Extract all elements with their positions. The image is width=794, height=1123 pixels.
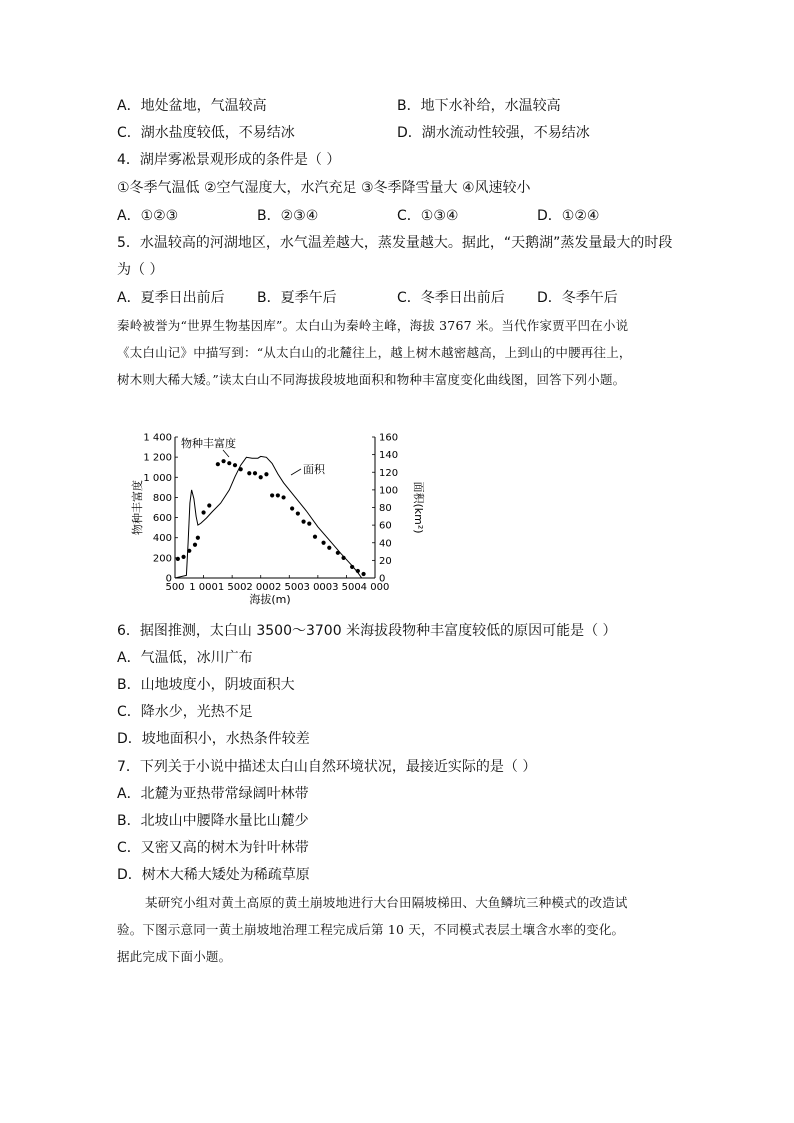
q3-option-b: B．地下水补给，水温较高 (397, 98, 561, 114)
q7-option-d: D．树木大稀大矮处为稀疏草原 (117, 867, 310, 883)
species-richness-point (239, 467, 243, 471)
species-richness-point (341, 556, 345, 560)
x-tick-label: 500 (165, 582, 185, 593)
species-richness-point (281, 495, 285, 499)
x-tick-label: 2 000 (246, 582, 276, 593)
x-tick-label: 2 500 (274, 582, 304, 593)
species-richness-point (227, 461, 231, 465)
q5-stem-line1: 5．水温较高的河湖地区，水气温差越大，蒸发量越大。据此，“天鹅湖”蒸发量最大的时段 (117, 235, 673, 251)
legend-area: 面积 (303, 463, 325, 476)
q4-option-b: B．②③④ (257, 208, 319, 224)
species-richness-point (336, 551, 340, 555)
y-left-axis-title: 物种丰富度 (131, 480, 144, 535)
x-tick-label: 1 000 (189, 582, 218, 593)
species-richness-point (207, 503, 211, 507)
x-tick-label: 1 500 (217, 582, 247, 593)
q4-stem: 4．湖岸雾凇景观形成的条件是（ ） (117, 152, 341, 168)
y-left-tick-label: 1 200 (143, 452, 172, 464)
q5-option-a: A．夏季日出前后 (117, 290, 225, 306)
species-richness-point (201, 510, 205, 514)
q5-option-d: D．冬季午后 (537, 290, 618, 306)
species-richness-point (193, 543, 197, 547)
q3-option-c: C．湖水盐度较低，不易结冰 (117, 125, 295, 141)
species-richness-point (259, 475, 263, 479)
y-left-tick-label: 0 (165, 573, 172, 585)
y-right-tick-label: 20 (379, 555, 392, 567)
q3-option-d: D．湖水流动性较强，不易结冰 (397, 125, 590, 141)
species-richness-point (296, 511, 300, 515)
species-richness-point (356, 569, 360, 573)
q4-option-d: D．①②④ (537, 208, 600, 224)
q5-stem-line2: 为（ ） (117, 262, 164, 278)
passage2-line2: 验。下图示意同一黄土崩坡地治理工程完成后第 10 天，不同模式表层土壤含水率的变化。 (117, 922, 625, 937)
q5-option-c: C．冬季日出前后 (397, 290, 505, 306)
passage1-line3: 树木则大稀大矮。”读太白山不同海拔段坡地面积和物种丰富度变化曲线图，回答下列小题。 (117, 372, 626, 387)
y-right-tick-label: 140 (379, 450, 399, 462)
species-richness-point (361, 572, 365, 576)
species-richness-point (216, 462, 220, 466)
passage1-line1: 秦岭被誉为“世界生物基因库”。太白山为秦岭主峰，海拔 3767 米。当代作家贾平凹在小说 (117, 318, 629, 333)
y-right-tick-label: 40 (379, 538, 392, 550)
q4-statements: ①冬季气温低 ②空气湿度大，水汽充足 ③冬季降雪量大 ④风速较小 (117, 180, 531, 196)
species-richness-point (270, 493, 274, 497)
q3-option-a: A．地处盆地，气温较高 (117, 98, 267, 114)
species-richness-point (247, 471, 251, 475)
y-right-tick-label: 0 (379, 573, 386, 585)
altitude-species-area-chart (125, 425, 435, 615)
x-tick-label: 3 000 (303, 582, 333, 593)
y-right-tick-label: 160 (379, 432, 399, 444)
q6-option-c: C．降水少，光热不足 (117, 704, 253, 720)
q7-option-a: A．北麓为亚热带常绿阔叶林带 (117, 786, 309, 802)
species-richness-point (221, 459, 225, 463)
q7-option-c: C．又密又高的树木为针叶林带 (117, 840, 309, 856)
y-left-tick-label: 1 000 (143, 472, 172, 484)
q4-option-c: C．①③④ (397, 208, 459, 224)
q7-option-b: B．北坡山中腰降水量比山麓少 (117, 813, 309, 829)
q6-option-d: D．坡地面积小，水热条件较差 (117, 731, 310, 747)
species-richness-point (327, 546, 331, 550)
x-tick-label: 4 000 (360, 582, 390, 593)
species-richness-point (276, 493, 280, 497)
y-right-tick-label: 80 (379, 503, 392, 514)
species-richness-point (196, 536, 200, 540)
species-richness-point (290, 506, 294, 510)
y-left-tick-label: 400 (152, 533, 172, 545)
y-right-axis-title: 面积(km²) (412, 481, 425, 534)
x-tick-label: 3 500 (332, 582, 361, 593)
species-richness-point (176, 557, 180, 561)
species-richness-point (313, 535, 317, 539)
species-richness-point (181, 555, 185, 559)
q5-option-b: B．夏季午后 (257, 290, 337, 306)
q6-option-a: A．气温低，冰川广布 (117, 650, 253, 666)
legend-species-pointer (223, 450, 229, 457)
passage2-line3: 据此完成下面小题。 (117, 949, 232, 964)
species-richness-point (264, 472, 268, 476)
y-right-tick-label: 60 (379, 520, 392, 532)
species-richness-point (321, 541, 325, 545)
species-richness-point (350, 565, 354, 569)
species-richness-point (233, 463, 237, 467)
q4-option-a: A．①②③ (117, 208, 179, 224)
y-left-tick-label: 1 400 (143, 432, 172, 444)
passage2-line1: 某研究小组对黄土高原的黄土崩坡地进行大台田隔坡梯田、大鱼鳞坑三种模式的改造试 (145, 895, 628, 910)
y-right-tick-label: 100 (379, 485, 399, 497)
y-left-tick-label: 200 (152, 553, 172, 565)
legend-area-pointer (291, 469, 301, 475)
y-left-tick-label: 800 (152, 492, 172, 504)
passage1-line2: 《太白山记》中描写到：“从太白山的北麓往上，越上树木越密越高，上到山的中腰再往上， (117, 345, 632, 360)
legend-species-richness: 物种丰富度 (181, 437, 236, 450)
species-richness-point (187, 549, 191, 553)
x-axis-title: 海拔(m) (249, 593, 291, 606)
species-richness-point (307, 522, 311, 526)
q6-stem: 6．据图推测，太白山 3500～3700 米海拔段物种丰富度较低的原因可能是（ ） (117, 623, 617, 639)
q7-stem: 7．下列关于小说中描述太白山自然环境状况，最接近实际的是（ ） (117, 759, 537, 775)
y-right-tick-label: 120 (379, 467, 399, 479)
y-left-tick-label: 600 (152, 513, 172, 525)
species-richness-point (301, 520, 305, 524)
q6-option-b: B．山地坡度小，阴坡面积大 (117, 677, 295, 693)
species-richness-point (253, 471, 257, 475)
